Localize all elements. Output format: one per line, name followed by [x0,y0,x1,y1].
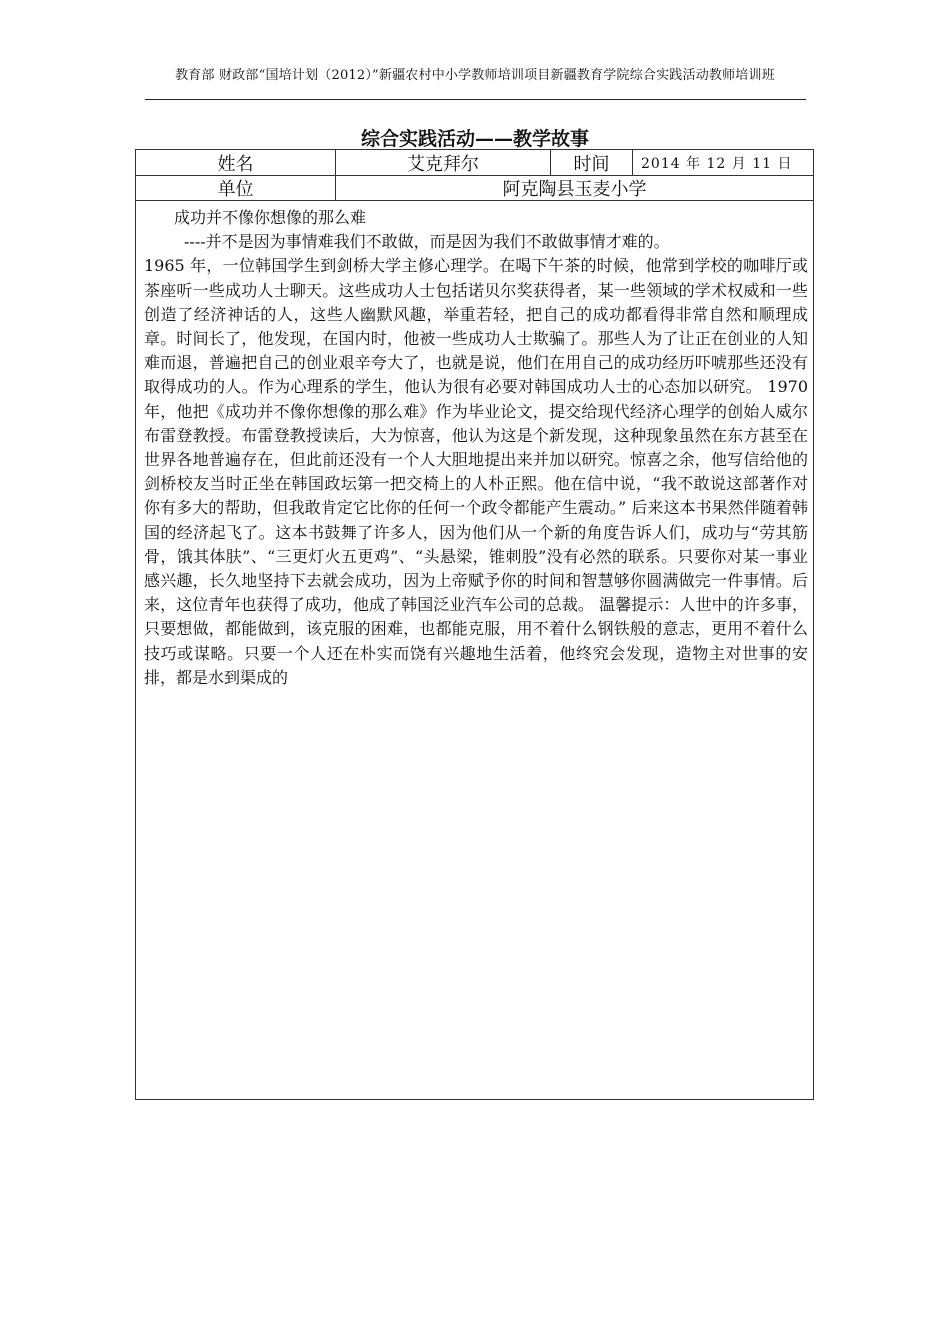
form-row-name-time [136,150,813,176]
name-label: 姓名 [136,150,336,175]
page-header-banner: 教育部 财政部“国培计划（2012）”新疆农村中小学教师培训项目新疆教育学院综合实践活动教师培训班 [175,68,775,83]
story-form [135,149,814,1100]
document-title: 综合实践活动——教学故事 [360,128,589,150]
unit-label: 单位 [136,176,336,200]
name-value: 艾克拜尔 [407,153,479,175]
time-value: 2014 年 12 月 11 日 [641,155,793,172]
story-text: 1965 年，一位韩国学生到剑桥大学主修心理学。在喝下午茶的时候，他常到学校的咖啡厅或茶座听一些成功人士聊天。这些成功人士包括诺贝尔奖获得者，某一些领域的学术权威和一些创造了经济神话的人，这些人幽默风趣，举重若轻，把自己的成功都看得非常自然和顺理成章。时间长了，他发现，在国内时，他被一些成功人士欺骗了。那些人为了让正在创业的人知难而退，普遍把自己的创业艰辛夸大了，也就是说，他们在用自己的成功经历吓唬那些还没有取得成功的人。作为心理系的学生，他认为很有必要对韩国成功人士的心态加以研究。 1970 年，他把《成功并不像你想像的那么难》作为毕业论文，提交给现代经济心理学的创始人威尔布雷登教授。布雷登教授读后，大为惊喜，他认为这是个新发现，这种现象虽然在东方甚至在世界各地普遍存在，但此前还没有一个人大胆地提出来并加以研究。惊喜之余，他写信给他的剑桥校友当时正坐在韩国政坛第一把交椅上的人朴正熙。他在信中说，“我不敢说这部著作对你有多大的帮助，但我敢肯定它比你的任何一个政令都能产生震动。” 后来这本书果然伴随着韩国的经济起飞了。这本书鼓舞了许多人，因为他们从一个新的角度告诉人们，成功与“劳其筋骨，饿其体肤”、“三更灯火五更鸡”、“头悬梁，锥刺股”没有必然的联系。只要你对某一事业感兴趣，长久地坚持下去就会成功，因为上帝赋予你的时间和智慧够你圆满做完一件事情。后来，这位青年也获得了成功，他成了韩国泛业汽车公司的总裁。 温馨提示：人世中的许多事，只要想做，都能做到，该克服的困难，也都能克服，用不着什么钢铁般的意志，更用不着什么技巧或谋略。只要一个人还在朴实而饶有兴趣地生活着，他终究会发现，造物主对世事的安排，都是水到渠成的 [144,256,808,687]
time-label: 时间 [550,150,633,175]
header-divider [145,99,806,100]
form-row-unit [136,176,813,201]
story-heading: 成功并不像你想像的那么难 [174,208,367,227]
story-body [144,206,808,690]
unit-value: 阿克陶县玉麦小学 [502,179,647,200]
story-subheading: ----并不是因为事情难我们不敢做，而是因为我们不敢做事情才难的。 [184,232,670,252]
